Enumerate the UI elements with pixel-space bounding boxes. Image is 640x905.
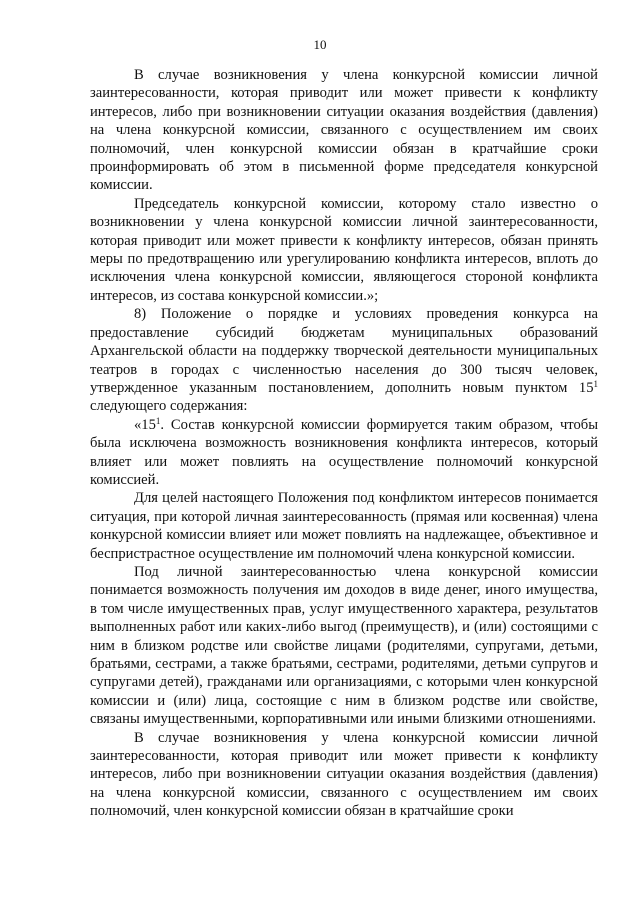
paragraph-chairman-measures: Председатель конкурсной комиссии, которому стало известно о возникновении у члена конкурсной комиссии личной заинтересованности, которая приводит или может привести к конфликту интересов, обязан принять меры по предотвращению или урегулированию конфликта интересов, вплоть до исключения члена конкурсной комиссии, являющегося стороной конфликта интересов, из состава конкурсной комиссии.»;: [90, 195, 598, 304]
paragraph-conflict-notification: В случае возникновения у члена конкурсной комиссии личной заинтересованности, которая приводит или может привести к конфликту интересов, либо при возникновении ситуации оказания воздействия (давления) на члена конкурсной комиссии, связанного с осуществлением им своих полномочий, член конкурсной комиссии обязан в кратчайшие сроки проинформировать об этом в письменной форме председателя конкурсной комиссии.: [90, 67, 598, 194]
page-number: 10: [313, 37, 327, 52]
paragraph-text: 8) Положение о порядке и условиях проведения конкурса на предоставление субсидий бюджетам муниципальных образований Архангельской области на поддержку творческой деятельности муниципальных театров в городах с численностью населения до 300 тысяч человек, утвержденное указанным постановлением, дополнить новым пунктом 15: [90, 306, 598, 396]
paragraph-item-8-amendment: [90, 305, 598, 415]
paragraph-point-15-1: [90, 416, 598, 490]
document-body: [90, 66, 598, 821]
superscript: 1: [155, 415, 161, 426]
superscript: 1: [593, 378, 598, 389]
paragraph-conflict-definition: Для целей настоящего Положения под конфликтом интересов понимается ситуация, при которой личная заинтересованность (прямая или косвенная) члена конкурсной комиссии влияет или может повлиять на надлежащее, объективное и беспристрастное осуществление им полномочий члена конкурсной комиссии.: [90, 490, 598, 562]
paragraph-text: «15: [134, 416, 156, 433]
paragraph-personal-interest-definition: Под личной заинтересованностью члена конкурсной комиссии понимается возможность получения им доходов в виде денег, иного имущества, в том числе имущественных прав, услуг имущественного характера, результатов выполненных работ или каких-либо выгод (преимуществ), и (или) состоящими с ним в близком родстве или свойстве лицами (родителями, супругами, детьми, братьями, сестрами, а также братьями, сестрами, родителями, детьми супругов и супругами детей), гражданами или организациями, с которыми член конкурсной комиссии и (или) лица, состоящие с ним в близком родстве или свойстве, связаны имущественными, корпоративными или иными близкими отношениями.: [90, 563, 598, 728]
paragraph-text: . Состав конкурсной комиссии формируется таким образом, чтобы была исключена возможность возникновения конфликта интересов, который влияет или может повлиять на осуществление полномочий конкурсной комиссией.: [90, 416, 598, 488]
paragraph-text: следующего содержания:: [90, 398, 248, 415]
paragraph-conflict-notification-repeat: В случае возникновения у члена конкурсной комиссии личной заинтересованности, которая приводит или может привести к конфликту интересов, либо при возникновении ситуации оказания воздействия (давления) на члена конкурсной комиссии, связанного с осуществлением им своих полномочий, член конкурсной комиссии обязан в кратчайшие сроки: [90, 729, 598, 820]
